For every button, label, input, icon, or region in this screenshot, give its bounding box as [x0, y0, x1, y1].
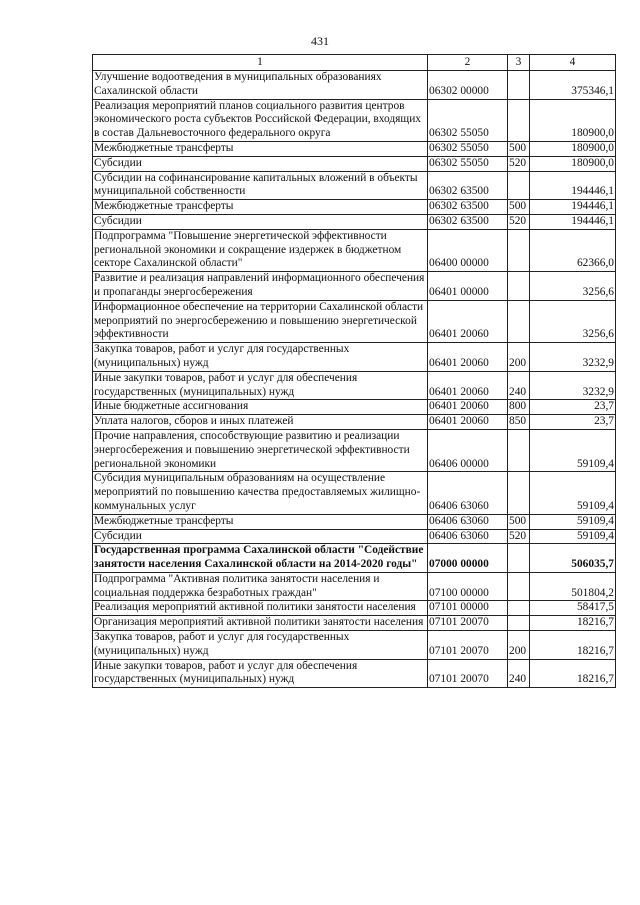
row-amount-cell: 3256,6 [530, 272, 616, 301]
row-code-cell: 06400 00000 [428, 229, 508, 271]
table-row [93, 514, 616, 529]
row-name-cell: Организация мероприятий активной политики занятости населения [93, 616, 428, 631]
row-name-cell: Иные закупки товаров, работ и услуг для обеспечения государственных (муниципальных) нужд [93, 371, 428, 400]
row-code-cell: 06302 63500 [428, 200, 508, 215]
row-name-cell: Реализация мероприятий планов социального развития центров экономического роста субъектов Российской Федерации, входящих в состав Дальневосточного федерального округа [93, 99, 428, 141]
table-row [93, 71, 616, 100]
row-name-cell: Реализация мероприятий активной политики занятости населения [93, 601, 428, 616]
table-row [93, 99, 616, 141]
row-name-cell: Закупка товаров, работ и услуг для государственных (муниципальных) нужд [93, 631, 428, 660]
row-code-cell: 06401 20060 [428, 371, 508, 400]
row-code-cell: 06302 55050 [428, 99, 508, 141]
row-name-cell: Межбюджетные трансферты [93, 514, 428, 529]
table-row [93, 371, 616, 400]
row-amount-cell: 506035,7 [530, 544, 616, 573]
row-code-cell: 06302 55050 [428, 141, 508, 156]
table-row [93, 300, 616, 342]
table-row [93, 415, 616, 430]
row-type-cell: 520 [508, 214, 530, 229]
row-code-cell: 06302 00000 [428, 71, 508, 100]
row-amount-cell: 59109,4 [530, 514, 616, 529]
row-type-cell: 520 [508, 156, 530, 171]
row-amount-cell: 59109,4 [530, 472, 616, 514]
row-name-cell: Субсидии [93, 214, 428, 229]
row-name-cell: Закупка товаров, работ и услуг для государственных (муниципальных) нужд [93, 343, 428, 372]
row-name-cell: Государственная программа Сахалинской области "Содействие занятости населения Сахалинской области на 2014-2020 годы" [93, 544, 428, 573]
table-body [93, 71, 616, 688]
column-header-amount: 4 [530, 55, 616, 71]
row-amount-cell: 23,7 [530, 415, 616, 430]
row-type-cell [508, 300, 530, 342]
row-type-cell [508, 71, 530, 100]
table-row [93, 200, 616, 215]
row-type-cell [508, 572, 530, 601]
table-row [93, 156, 616, 171]
table-row [93, 572, 616, 601]
table-row [93, 343, 616, 372]
table-row [93, 616, 616, 631]
row-type-cell [508, 171, 530, 200]
row-type-cell: 240 [508, 371, 530, 400]
row-type-cell [508, 429, 530, 471]
table-row [93, 141, 616, 156]
row-name-cell: Уплата налогов, сборов и иных платежей [93, 415, 428, 430]
row-code-cell: 06401 20060 [428, 415, 508, 430]
row-type-cell [508, 272, 530, 301]
row-type-cell: 850 [508, 415, 530, 430]
table-row [93, 631, 616, 660]
row-code-cell: 06406 00000 [428, 429, 508, 471]
table-row [93, 659, 616, 688]
column-header-name: 1 [93, 55, 428, 71]
row-amount-cell: 3256,6 [530, 300, 616, 342]
row-type-cell: 200 [508, 343, 530, 372]
row-code-cell: 07101 20070 [428, 616, 508, 631]
row-code-cell: 07101 20070 [428, 631, 508, 660]
table-row [93, 272, 616, 301]
row-amount-cell: 59109,4 [530, 429, 616, 471]
row-code-cell: 07100 00000 [428, 572, 508, 601]
row-amount-cell: 18216,7 [530, 659, 616, 688]
row-code-cell: 06406 63060 [428, 514, 508, 529]
row-amount-cell: 375346,1 [530, 71, 616, 100]
table-header-row [93, 55, 616, 71]
row-amount-cell: 194446,1 [530, 200, 616, 215]
row-type-cell [508, 544, 530, 573]
column-header-code: 2 [428, 55, 508, 71]
row-amount-cell: 59109,4 [530, 529, 616, 544]
row-type-cell [508, 601, 530, 616]
row-amount-cell: 180900,0 [530, 141, 616, 156]
row-type-cell: 520 [508, 529, 530, 544]
row-name-cell: Субсидии [93, 529, 428, 544]
table-row [93, 472, 616, 514]
row-code-cell: 07000 00000 [428, 544, 508, 573]
row-amount-cell: 501804,2 [530, 572, 616, 601]
row-type-cell: 200 [508, 631, 530, 660]
row-code-cell: 06302 55050 [428, 156, 508, 171]
row-amount-cell: 58417,5 [530, 601, 616, 616]
row-type-cell: 500 [508, 200, 530, 215]
row-code-cell: 06406 63060 [428, 529, 508, 544]
row-name-cell: Информационное обеспечение на территории Сахалинской области мероприятий по энергосбережению и повышению энергетической эффективности [93, 300, 428, 342]
row-amount-cell: 3232,9 [530, 371, 616, 400]
table-row [93, 529, 616, 544]
row-name-cell: Иные бюджетные ассигнования [93, 400, 428, 415]
table-row [93, 429, 616, 471]
row-name-cell: Субсидия муниципальным образованиям на осуществление мероприятий по повышению качества предоставляемых жилищно-коммунальных услуг [93, 472, 428, 514]
row-amount-cell: 62366,0 [530, 229, 616, 271]
row-type-cell: 500 [508, 141, 530, 156]
row-amount-cell: 194446,1 [530, 214, 616, 229]
table-row [93, 171, 616, 200]
row-code-cell: 06401 20060 [428, 300, 508, 342]
column-header-type: 3 [508, 55, 530, 71]
row-amount-cell: 180900,0 [530, 99, 616, 141]
row-type-cell [508, 472, 530, 514]
row-name-cell: Прочие направления, способствующие развитию и реализации энергосбережения и повышению энергетической эффективности региональной экономики [93, 429, 428, 471]
row-amount-cell: 3232,9 [530, 343, 616, 372]
row-name-cell: Развитие и реализация направлений информационного обеспечения и пропаганды энергосбережения [93, 272, 428, 301]
page-number: 431 [311, 34, 329, 48]
row-code-cell: 06302 63500 [428, 171, 508, 200]
row-amount-cell: 194446,1 [530, 171, 616, 200]
row-code-cell: 06401 20060 [428, 400, 508, 415]
row-name-cell: Подпрограмма "Активная политика занятости населения и социальная поддержка безработных граждан" [93, 572, 428, 601]
table-row [93, 601, 616, 616]
row-type-cell [508, 99, 530, 141]
row-code-cell: 06302 63500 [428, 214, 508, 229]
row-name-cell: Субсидии на софинансирование капитальных вложений в объекты муниципальной собственности [93, 171, 428, 200]
row-type-cell [508, 229, 530, 271]
row-code-cell: 06401 20060 [428, 343, 508, 372]
row-amount-cell: 18216,7 [530, 616, 616, 631]
row-type-cell [508, 616, 530, 631]
row-code-cell: 07101 20070 [428, 659, 508, 688]
row-amount-cell: 18216,7 [530, 631, 616, 660]
row-name-cell: Межбюджетные трансферты [93, 200, 428, 215]
table-row [93, 544, 616, 573]
row-amount-cell: 180900,0 [530, 156, 616, 171]
row-name-cell: Субсидии [93, 156, 428, 171]
budget-table [92, 54, 616, 688]
row-name-cell: Улучшение водоотведения в муниципальных образованиях Сахалинской области [93, 71, 428, 100]
table-row [93, 229, 616, 271]
row-name-cell: Межбюджетные трансферты [93, 141, 428, 156]
row-name-cell: Подпрограмма "Повышение энергетической эффективности региональной экономики и сокращение издержек в бюджетном секторе Сахалинской области" [93, 229, 428, 271]
row-type-cell: 500 [508, 514, 530, 529]
row-code-cell: 06401 00000 [428, 272, 508, 301]
table-row [93, 214, 616, 229]
table-row [93, 400, 616, 415]
row-code-cell: 06406 63060 [428, 472, 508, 514]
row-type-cell: 800 [508, 400, 530, 415]
row-code-cell: 07101 00000 [428, 601, 508, 616]
row-type-cell: 240 [508, 659, 530, 688]
row-name-cell: Иные закупки товаров, работ и услуг для обеспечения государственных (муниципальных) нужд [93, 659, 428, 688]
row-amount-cell: 23,7 [530, 400, 616, 415]
